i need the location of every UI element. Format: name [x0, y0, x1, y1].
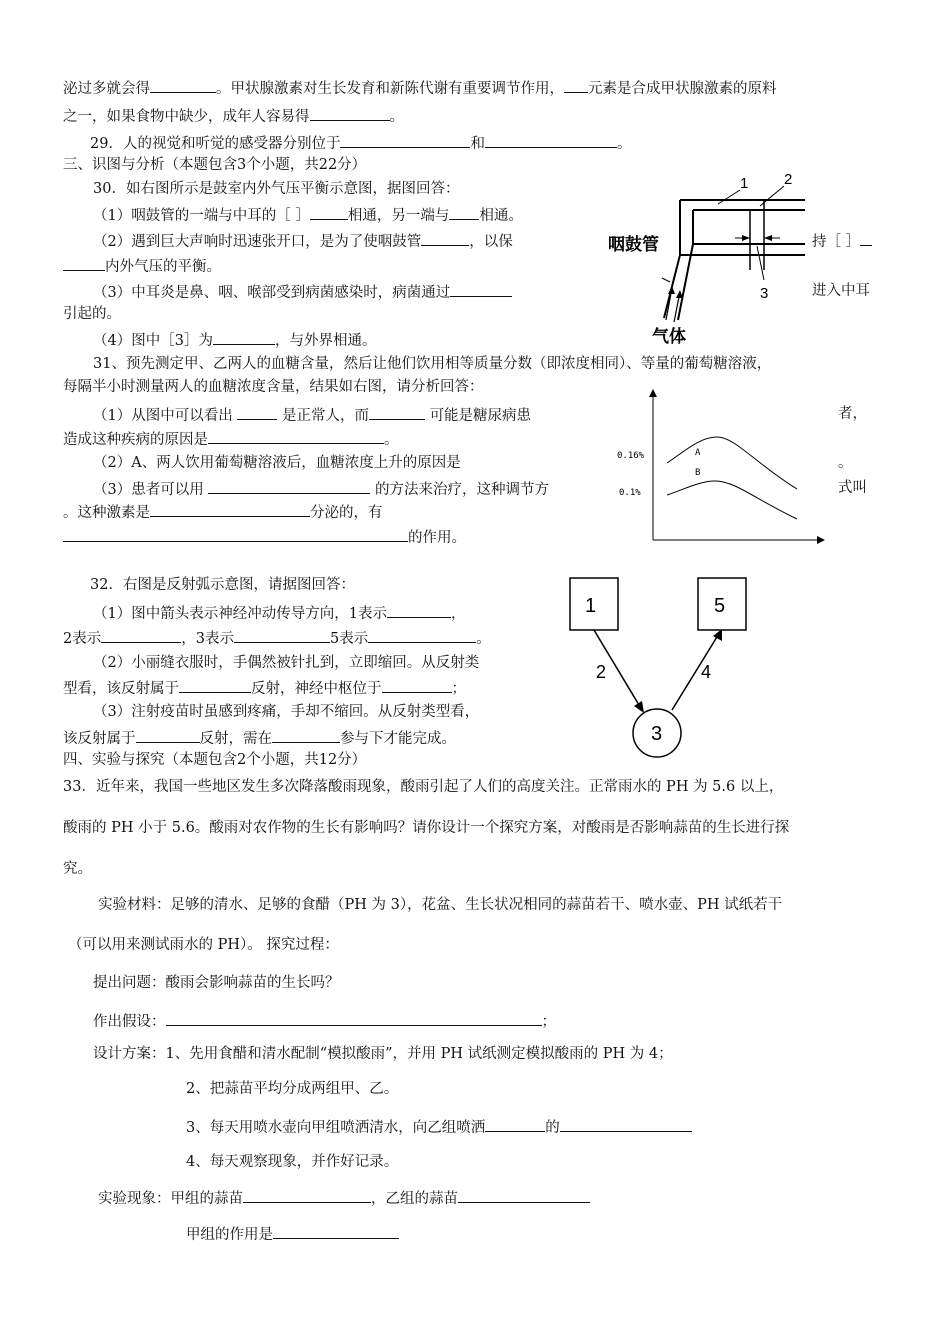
eustachian-tube-label: 咽鼓管 — [608, 235, 659, 255]
question-33-c: 究。 — [63, 861, 92, 877]
node-label-1: 1 — [585, 595, 597, 617]
answer-blank[interactable] — [369, 403, 425, 420]
ear-pressure-diagram — [600, 170, 805, 350]
arrow-label-2: 2 — [596, 662, 607, 682]
answer-blank[interactable] — [310, 203, 348, 220]
answer-blank[interactable] — [387, 601, 451, 618]
answer-blank[interactable] — [208, 477, 370, 494]
question-30: 30．如右图所示是鼓室内外气压平衡示意图，据图回答： — [93, 181, 460, 197]
question-30-3-cont: 进入中耳 — [812, 283, 870, 299]
question-31-3-hormone: 。这种激素是 分泌的，有 — [63, 500, 383, 524]
plan-step-4: 4、每天观察现象，并作好记录。 — [186, 1154, 399, 1170]
answer-blank[interactable] — [237, 403, 277, 420]
node-label-5: 5 — [714, 595, 726, 617]
materials-line-1: 实验材料：足够的清水、足够的食醋（PH 为 3），花盆、生长状况相同的蒜苗若干、喷水壶、PH 试纸若干 — [98, 897, 783, 913]
answer-blank[interactable] — [450, 280, 512, 297]
answer-blank[interactable] — [179, 676, 251, 693]
plan-step-3: 3、每天用喷水壶向甲组喷洒清水，向乙组喷洒 的 — [186, 1115, 692, 1139]
answer-blank[interactable] — [560, 1115, 692, 1132]
question-31-3-effect: 的作用。 — [63, 525, 466, 549]
answer-blank[interactable] — [485, 1115, 545, 1132]
blood-glucose-figure — [615, 385, 830, 550]
question-31-1-cont: 者， — [838, 406, 867, 422]
answer-blank[interactable] — [421, 229, 469, 246]
text-line-1: 泌过多就会得 。甲状腺激素对生长发育和新陈代谢有重要调节作用， 元素是合成甲状腺激素的原料 — [63, 76, 777, 100]
ask-question: 提出问题：酸雨会影响蒜苗的生长吗？ — [93, 975, 340, 991]
question-30-3: （3）中耳炎是鼻、咽、喉部受到病菌感染时，病菌通过 — [93, 280, 512, 304]
answer-blank[interactable] — [382, 676, 452, 693]
curve-a — [667, 437, 797, 489]
question-29: 29．人的视觉和听觉的感受器分别位于 和 。 — [90, 131, 631, 155]
answer-blank[interactable] — [101, 626, 181, 643]
answer-blank[interactable] — [150, 76, 216, 93]
answer-blank[interactable] — [272, 726, 340, 743]
ear-label-1: 1 — [740, 175, 749, 192]
answer-blank[interactable] — [63, 254, 105, 271]
question-32-1-cont: 2表示 ，3表示 5表示 。 — [63, 626, 491, 650]
plan-step-1: 设计方案：1、先用食醋和清水配制“模拟酸雨”，并用 PH 试纸测定模拟酸雨的 PH 为 4； — [93, 1046, 673, 1062]
answer-blank[interactable] — [368, 626, 476, 643]
arrow-label-4: 4 — [701, 662, 712, 682]
tick-label: 0.1% — [619, 488, 641, 498]
curve-b — [667, 481, 797, 519]
question-32-2-cont: 型看，该反射属于 反射，神经中枢位于 ； — [63, 676, 466, 700]
question-30-1: （1）咽鼓管的一端与中耳的［ ］ 相通，另一端与 相通。 — [93, 203, 523, 227]
question-33-b: 酸雨的 PH 小于 5.6。酸雨对农作物的生长有影响吗？请你设计一个探究方案，对酸雨是否影响蒜苗的生长进行探 — [63, 820, 790, 836]
question-31-3-cont: 式叫 — [838, 480, 867, 496]
question-31-b: 每隔半小时测量两人的血糖浓度含量，结果如右图，请分析回答： — [63, 379, 484, 395]
question-31-1: （1）从图中可以看出 是正常人，而 可能是糖尿病患 — [93, 403, 531, 427]
question-30-2: （2）遇到巨大声响时迅速张开口，是为了使咽鼓管 ，以保 — [93, 229, 513, 253]
question-30-2-end: 内外气压的平衡。 — [63, 254, 221, 278]
materials-line-2: （可以用来测试雨水的 PH）。 探究过程： — [68, 937, 339, 953]
question-33: 33．近年来，我国一些地区发生多次降落酸雨现象，酸雨引起了人们的高度关注。正常雨水的 PH 为 5.6 以上， — [63, 779, 784, 795]
reflex-arc-diagram — [560, 570, 760, 770]
gas-label: 气体 — [652, 327, 686, 347]
plan-step-2: 2、把蒜苗平均分成两组甲、乙。 — [186, 1081, 399, 1097]
question-31-1-cause: 造成这种疾病的原因是 。 — [63, 427, 399, 451]
question-30-2-cont: 持［ ］ — [812, 229, 872, 253]
section-4-heading: 四、实验与探究（本题包含2个小题，共12分） — [63, 752, 367, 768]
question-32: 32．右图是反射弧示意图，请据图回答： — [90, 577, 355, 593]
curve-label-a: A — [695, 448, 701, 458]
question-31-2-end: 。 — [838, 455, 853, 471]
answer-blank[interactable] — [340, 131, 470, 148]
hypothesis: 作出假设： ； — [93, 1009, 556, 1033]
answer-blank[interactable] — [150, 500, 310, 517]
answer-blank[interactable] — [485, 131, 617, 148]
question-31-3: （3）患者可以用 的方法来治疗，这种调节方 — [93, 477, 549, 501]
answer-blank[interactable] — [234, 626, 330, 643]
ear-label-3: 3 — [760, 285, 769, 302]
answer-blank[interactable] — [273, 1222, 399, 1239]
ear-label-2: 2 — [784, 171, 793, 188]
answer-blank[interactable] — [458, 1186, 590, 1203]
answer-blank[interactable] — [449, 203, 479, 220]
node-label-3: 3 — [651, 723, 663, 745]
answer-blank[interactable] — [136, 726, 200, 743]
answer-blank[interactable] — [564, 76, 588, 93]
text-line-2: 之一，如果食物中缺少，成年人容易得 。 — [63, 104, 404, 128]
question-32-2: （2）小丽缝衣服时，手偶然被针扎到，立即缩回。从反射类 — [93, 655, 480, 671]
question-32-3: （3）注射疫苗时虽感到疼痛，手却不缩回。从反射类型看， — [93, 704, 480, 720]
question-32-1: （1）图中箭头表示神经冲动传导方向，1表示 ， — [93, 601, 465, 625]
answer-blank[interactable] — [860, 229, 872, 246]
observation: 实验现象：甲组的蒜苗 ，乙组的蒜苗 — [98, 1186, 590, 1210]
hypothesis-blank[interactable] — [166, 1009, 542, 1026]
question-32-3-cont: 该反射属于 反射，需在 参与下才能完成。 — [63, 726, 456, 750]
curve-label-b: B — [695, 468, 701, 478]
control-group-role: 甲组的作用是 — [186, 1222, 399, 1246]
answer-blank[interactable] — [310, 104, 390, 121]
question-31: 31、预先测定甲、乙两人的血糖含量，然后让他们饮用相等质量分数（即浓度相同）、等量的葡萄糖溶液， — [93, 356, 772, 372]
question-31-2: （2）A、两人饮用葡萄糖溶液后，血糖浓度上升的原因是 — [93, 455, 461, 471]
answer-blank[interactable] — [243, 1186, 371, 1203]
answer-blank[interactable] — [63, 525, 408, 542]
tick-label: 0.16% — [617, 451, 645, 461]
section-3-heading: 三、识图与分析（本题包含3个小题，共22分） — [63, 157, 367, 173]
answer-blank[interactable] — [208, 427, 384, 444]
question-30-4: （4）图中［3］为 ，与外界相通。 — [93, 328, 376, 352]
answer-blank[interactable] — [213, 328, 275, 345]
question-30-3-end: 引起的。 — [63, 306, 121, 322]
